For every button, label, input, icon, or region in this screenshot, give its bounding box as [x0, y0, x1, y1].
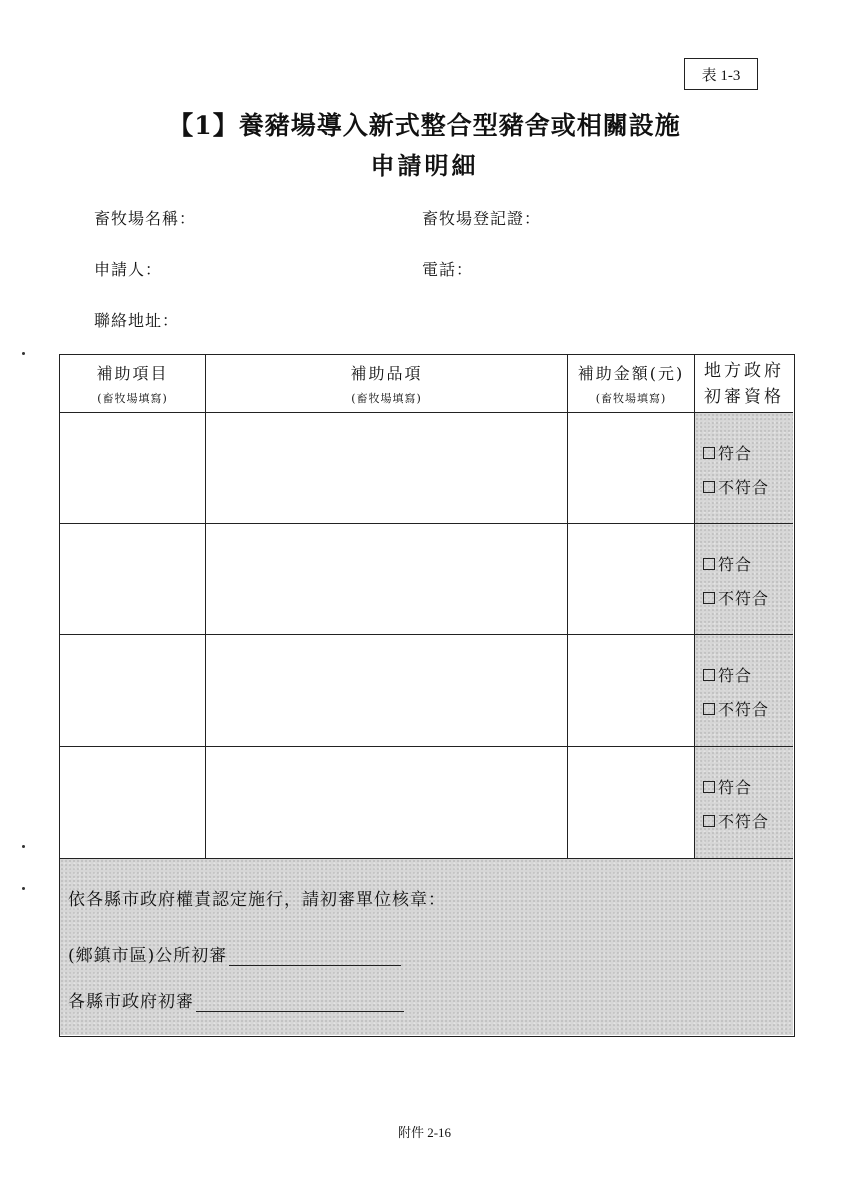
fail-label: 不符合: [718, 700, 770, 719]
pass-checkbox[interactable]: [703, 552, 752, 575]
checkbox-square-icon: [703, 669, 715, 681]
township-review-row: [68, 941, 401, 966]
page-number: 附件 2-16: [397, 1125, 452, 1140]
county-signature-field[interactable]: [196, 993, 404, 1012]
checkbox-square-icon: [703, 703, 715, 715]
approval-section: [60, 859, 793, 1035]
review-cell: [695, 413, 793, 524]
subsidy-item-input[interactable]: [60, 747, 206, 859]
checkbox-square-icon: [703, 815, 715, 827]
review-cell: [695, 747, 793, 859]
subsidy-product-input[interactable]: [206, 413, 568, 524]
scan-speck: [22, 887, 25, 890]
scan-speck: [22, 352, 25, 355]
county-review-row: [68, 987, 404, 1012]
subsidy-amount-input[interactable]: [568, 524, 695, 635]
review-cell: [695, 635, 793, 747]
pass-label: 符合: [718, 666, 753, 685]
address-label: 聯絡地址：: [94, 311, 180, 330]
checkbox-square-icon: [703, 481, 715, 493]
subsidy-item-input[interactable]: [60, 635, 206, 747]
county-review-label: 各縣市政府初審: [68, 992, 194, 1012]
subsidy-product-input[interactable]: [206, 747, 568, 859]
checkbox-square-icon: [703, 447, 715, 459]
header-subsidy-amount-note: (畜牧場填寫): [595, 392, 667, 405]
subsidy-amount-input[interactable]: [568, 635, 695, 747]
table-number-label: 表 1-3: [684, 58, 758, 90]
scan-speck: [22, 845, 25, 848]
subsidy-item-input[interactable]: [60, 413, 206, 524]
subsidy-product-input[interactable]: [206, 524, 568, 635]
fail-checkbox[interactable]: [703, 586, 769, 609]
page-title: 【1】養豬場導入新式整合型豬舍或相關設施: [168, 111, 681, 140]
fail-label: 不符合: [718, 589, 770, 608]
subsidy-amount-input[interactable]: [568, 413, 695, 524]
subsidy-amount-input[interactable]: [568, 747, 695, 859]
subsidy-product-input[interactable]: [206, 635, 568, 747]
checkbox-square-icon: [703, 781, 715, 793]
township-signature-field[interactable]: [229, 947, 401, 966]
header-subsidy-product: [206, 355, 568, 413]
registration-label: 畜牧場登記證：: [422, 209, 542, 228]
pass-checkbox[interactable]: [703, 441, 752, 464]
header-local-gov-line2: 初審資格: [704, 386, 784, 407]
approval-instruction: 依各縣市政府權責認定施行，請初審單位核章：: [68, 890, 446, 910]
header-subsidy-amount-label: 補助金額(元): [577, 364, 685, 383]
farm-name-label: 畜牧場名稱：: [94, 209, 197, 228]
review-cell: [695, 524, 793, 635]
fail-label: 不符合: [718, 478, 770, 497]
checkbox-square-icon: [703, 558, 715, 570]
header-subsidy-item-label: 補助項目: [96, 364, 169, 383]
pass-checkbox[interactable]: [703, 775, 752, 798]
pass-label: 符合: [718, 555, 753, 574]
header-local-gov-review: [695, 355, 793, 413]
fail-checkbox[interactable]: [703, 809, 769, 832]
header-local-gov-line1: 地方政府: [704, 360, 784, 381]
pass-label: 符合: [718, 778, 753, 797]
subsidy-item-input[interactable]: [60, 524, 206, 635]
township-review-label: (鄉鎮市區)公所初審: [68, 946, 228, 966]
pass-label: 符合: [718, 444, 753, 463]
header-subsidy-amount: [568, 355, 695, 413]
header-subsidy-product-label: 補助品項: [350, 364, 423, 383]
phone-label: 電話：: [422, 260, 474, 279]
checkbox-square-icon: [703, 592, 715, 604]
pass-checkbox[interactable]: [703, 663, 752, 686]
fail-checkbox[interactable]: [703, 475, 769, 498]
header-subsidy-item: [60, 355, 206, 413]
application-table: [59, 354, 795, 1037]
applicant-label: 申請人：: [94, 260, 163, 279]
page-subtitle: 申請明細: [370, 151, 479, 180]
fail-label: 不符合: [718, 812, 770, 831]
header-subsidy-product-note: (畜牧場填寫): [351, 392, 422, 405]
fail-checkbox[interactable]: [703, 697, 769, 720]
header-subsidy-item-note: (畜牧場填寫): [97, 392, 168, 405]
